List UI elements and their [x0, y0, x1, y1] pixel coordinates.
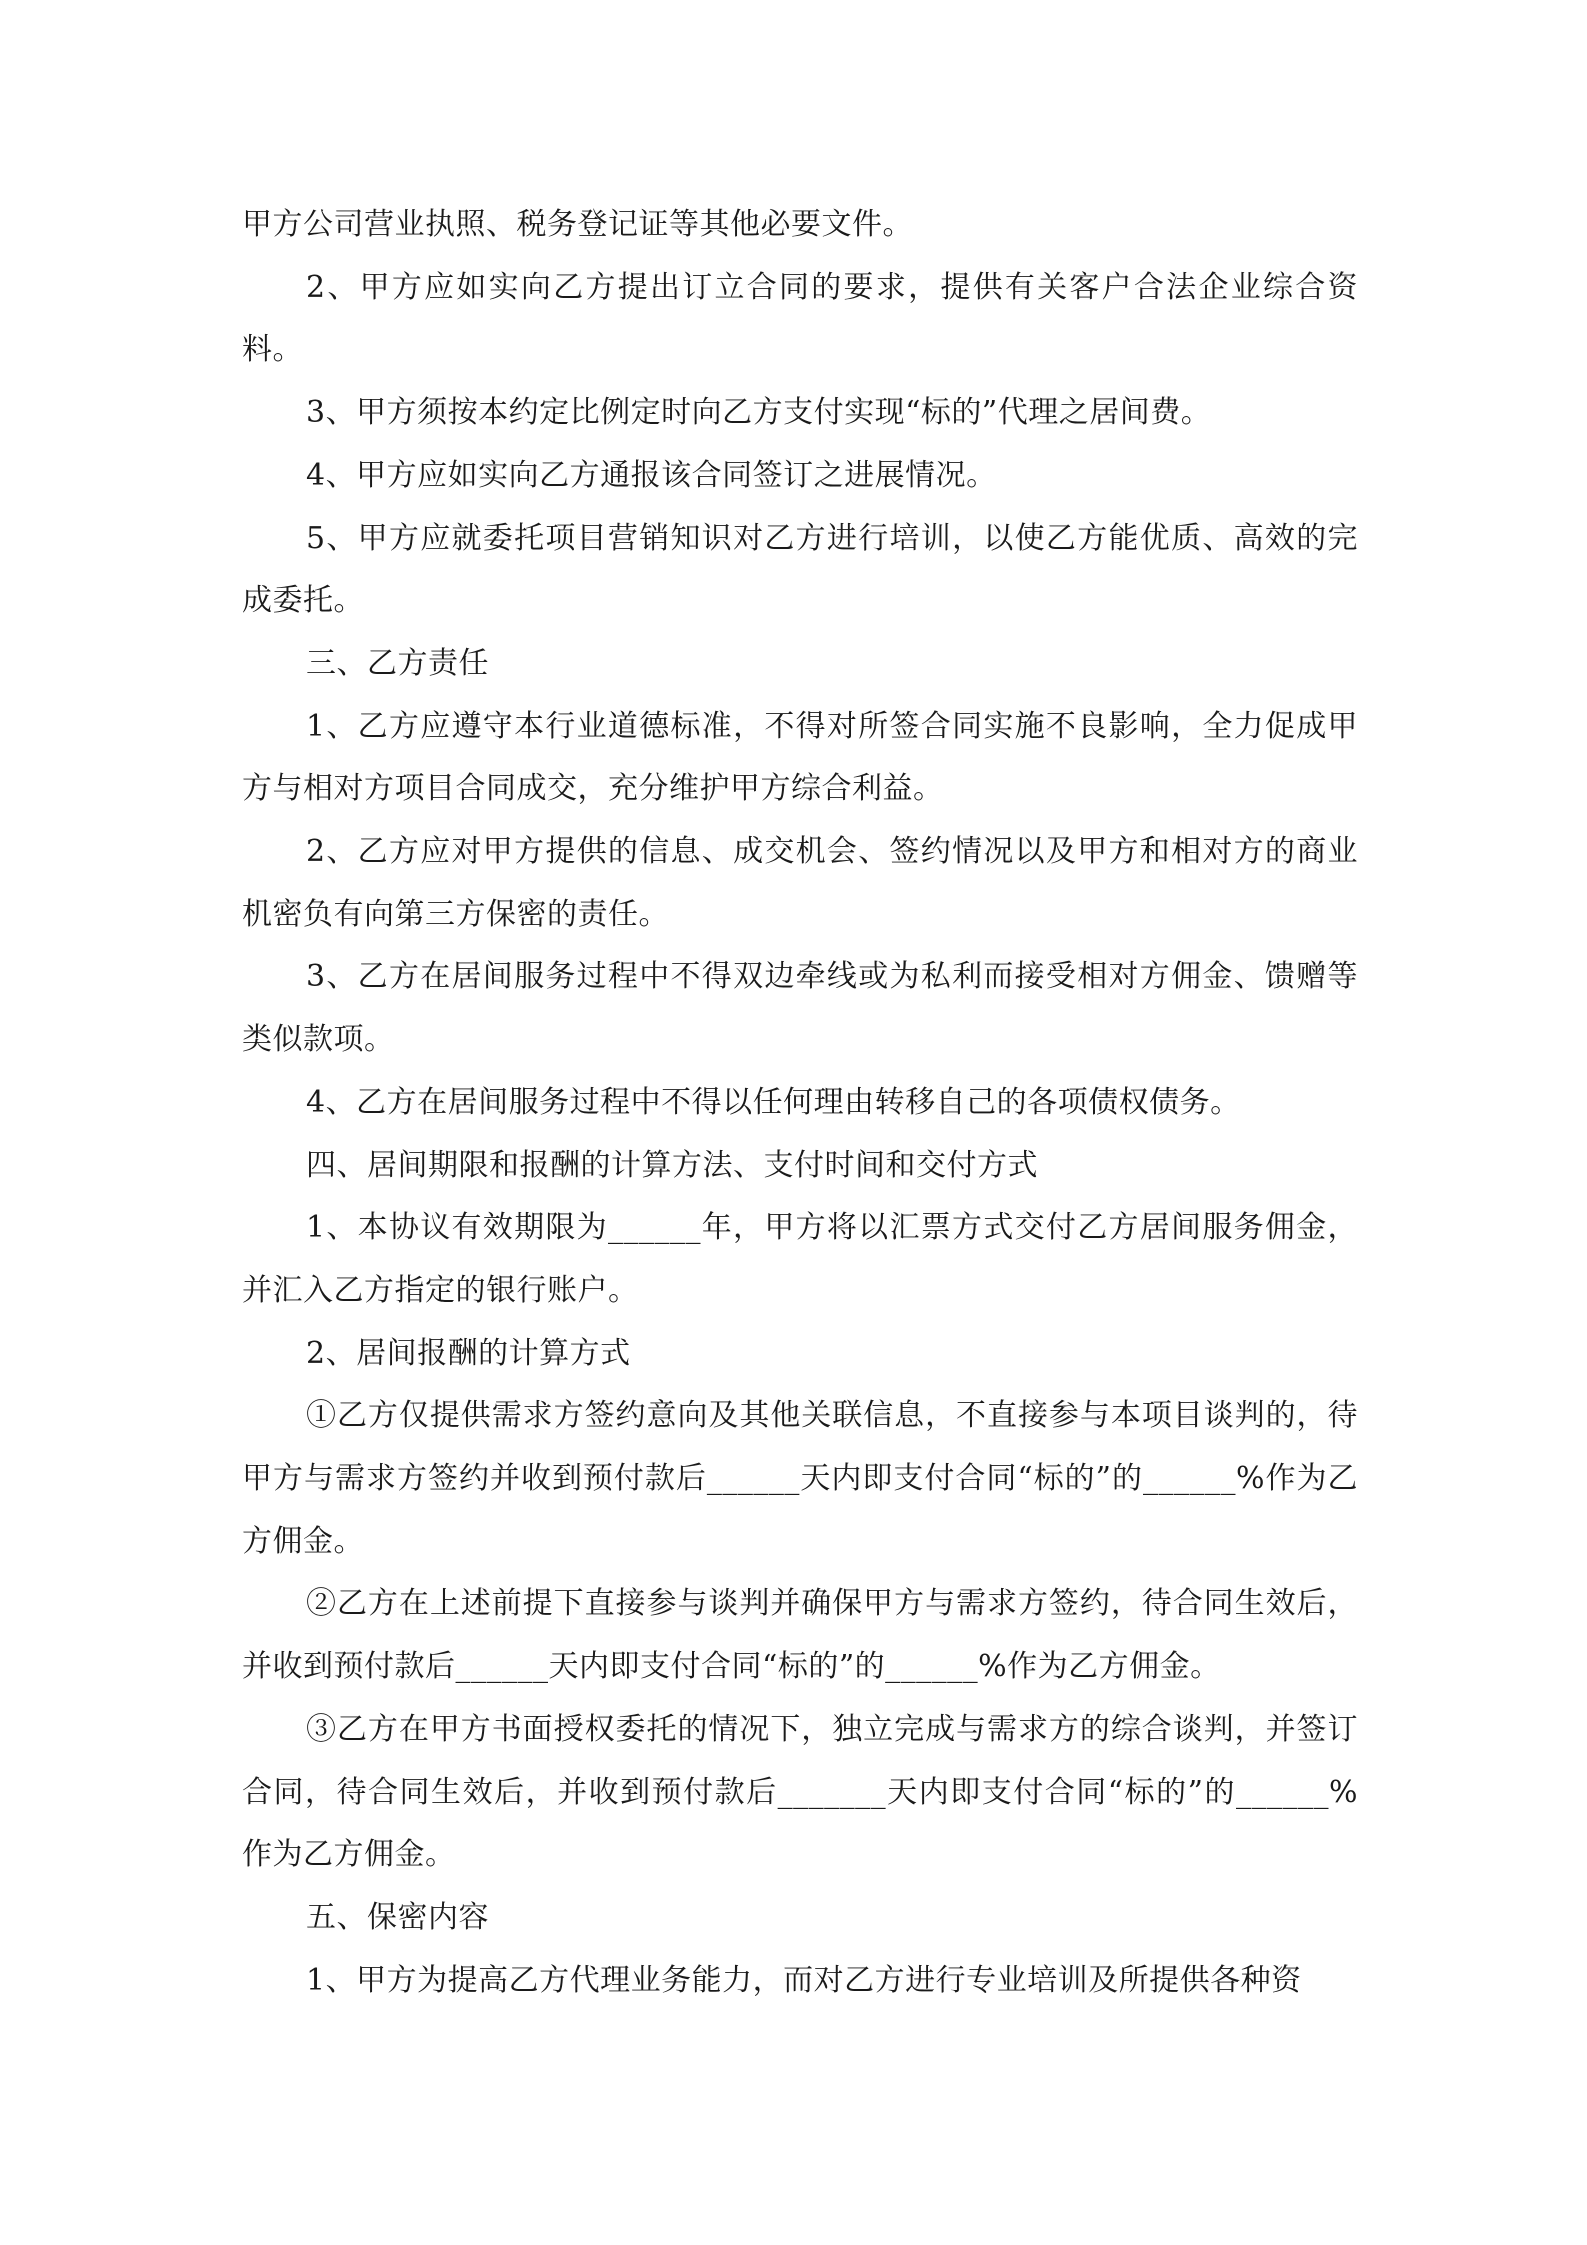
paragraph: 1、甲方为提高乙方代理业务能力，而对乙方进行专业培训及所提供各种资 — [306, 1962, 1302, 1998]
paragraph: 5、甲方应就委托项目营销知识对乙方进行培训，以使乙方能优质、高效的完成委托。 — [242, 520, 1358, 619]
section-heading: 三、乙方责任 — [306, 645, 489, 681]
paragraph: ③乙方在甲方书面授权委托的情况下，独立完成与需求方的综合谈判，并签订合同，待合同生效后，并收到预付款后_______天内即支付合同“标的”的______%作为乙方佣金。 — [242, 1711, 1358, 1873]
paragraph: ②乙方在上述前提下直接参与谈判并确保甲方与需求方签约，待合同生效后，并收到预付款后______天内即支付合同“标的”的______%作为乙方佣金。 — [242, 1586, 1358, 1685]
document-body — [242, 194, 1358, 2012]
paragraph: 3、甲方须按本约定比例定时向乙方支付实现“标的”代理之居间费。 — [306, 395, 1212, 431]
section-heading: 四、居间期限和报酬的计算方法、支付时间和交付方式 — [306, 1147, 1038, 1183]
subsection-heading: 2、居间报酬的计算方式 — [306, 1335, 631, 1371]
paragraph: 甲方公司营业执照、税务登记证等其他必要文件。 — [242, 207, 913, 242]
paragraph: 4、甲方应如实向乙方通报该合同签订之进展情况。 — [306, 457, 997, 493]
section-heading: 五、保密内容 — [306, 1899, 489, 1935]
paragraph: 1、本协议有效期限为______年，甲方将以汇票方式交付乙方居间服务佣金，并汇入乙方指定的银行账户。 — [242, 1210, 1358, 1308]
paragraph: 2、甲方应如实向乙方提出订立合同的要求，提供有关客户合法企业综合资料。 — [242, 269, 1358, 368]
paragraph: 2、乙方应对甲方提供的信息、成交机会、签约情况以及甲方和相对方的商业机密负有向第三方保密的责任。 — [242, 834, 1358, 932]
paragraph: 1、乙方应遵守本行业道德标准，不得对所签合同实施不良影响，全力促成甲方与相对方项目合同成交，充分维护甲方综合利益。 — [242, 708, 1358, 807]
paragraph: ①乙方仅提供需求方签约意向及其他关联信息，不直接参与本项目谈判的，待甲方与需求方签约并收到预付款后______天内即支付合同“标的”的______%作为乙方佣金。 — [242, 1398, 1358, 1559]
paragraph: 3、乙方在居间服务过程中不得双边牵线或为私利而接受相对方佣金、馈赠等类似款项。 — [242, 959, 1358, 1058]
paragraph: 4、乙方在居间服务过程中不得以任何理由转移自己的各项债权债务。 — [306, 1084, 1241, 1120]
